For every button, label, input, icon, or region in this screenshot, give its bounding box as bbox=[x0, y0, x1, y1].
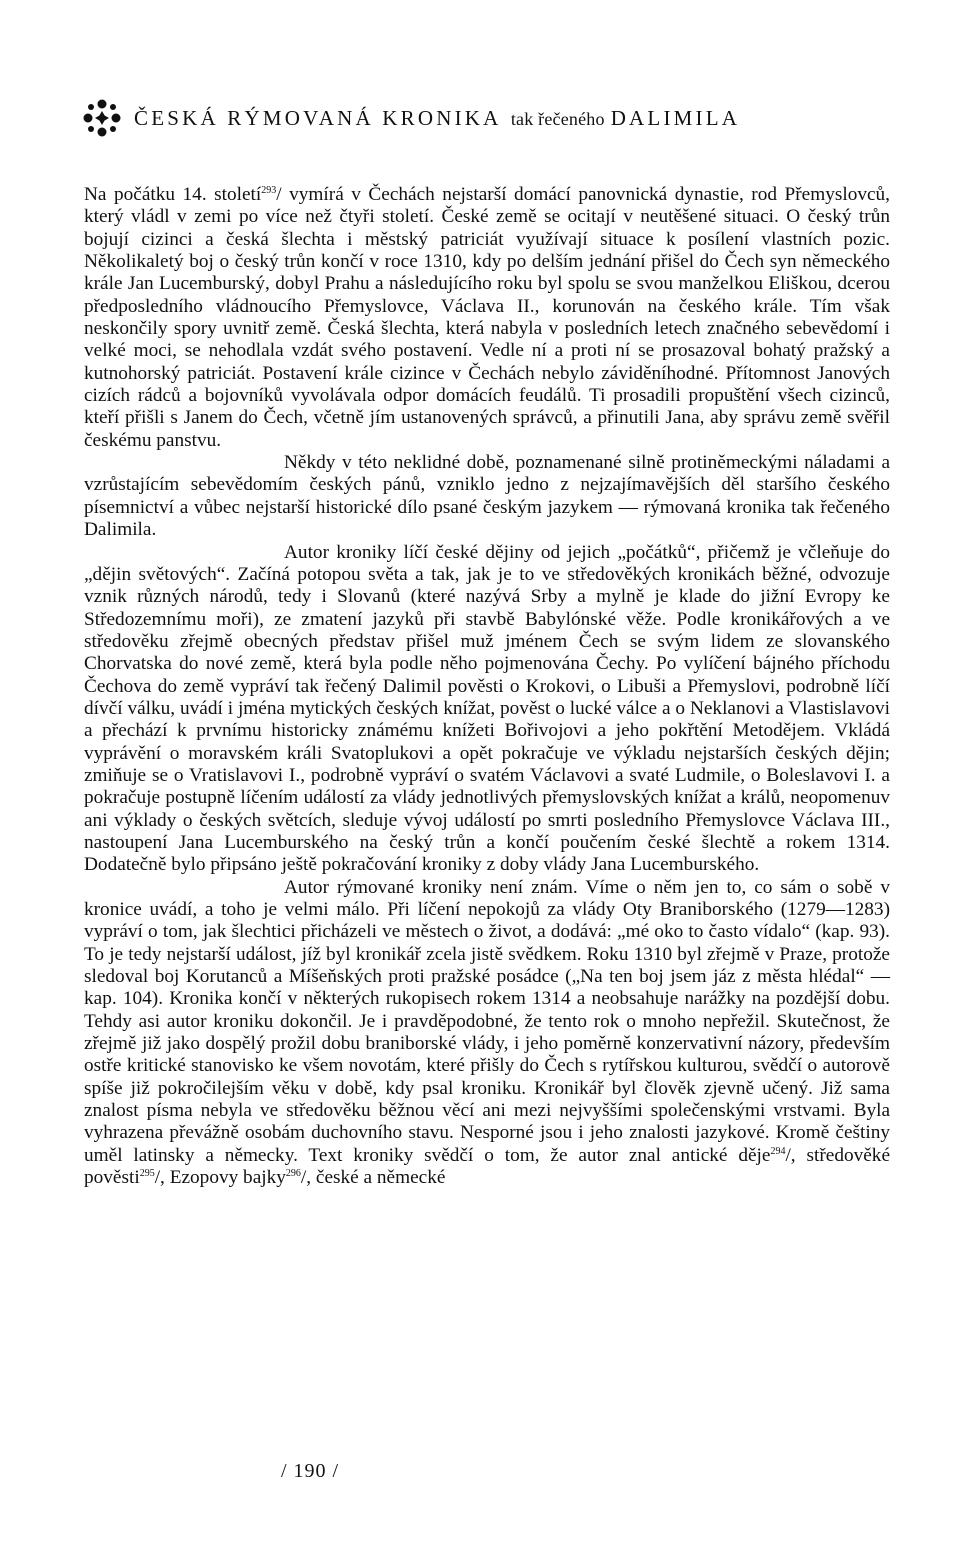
footnote-ref-294: 294 bbox=[770, 1145, 786, 1157]
footnote-ref-293: 293 bbox=[261, 185, 277, 196]
footnote-ref-296: 296 bbox=[285, 1168, 301, 1180]
paragraph-4-part-1: Autor rýmované kroniky není znám. Víme o něm jen to, co sám o sobě v kronice uvádí, a toho je velmi málo. Při líčení nepokojů za vlády Oty Braniborského (1279—1283) vypráví o tom, jak šlechtici přicházeli ve městech o život, a dodává: „mé oko to často vídalo“ (kap. 93). To je tedy nejstarší událost, jíž byl kronikář zcela jistě svědkem. Roku 1310 byl zřejmě v Praze, protože sledoval boj Korutanců a Míšeňských proti pražské posádce („Na ten boj jsem jáz z města hlédal“ — kap. 104). Kronika končí v některých rukopisech rokem 1314 a neobsahuje narážky na pozdější dobu. Tehdy asi autor kroniku dokončil. Je i pravděpodobné, že tento rok o mnoho nepřežil. Skutečnost, že zřejmě již jako dospělý prožil dobu braniborské vlády, i jeho poměrně konzervativní názory, především ostře kritické stanovisko ke všem novotám, které přišly do Čech s rytířskou kulturou, svědčí o autorově spíše již pokročilejším věku v době, kdy psal kroniku. Kronikář byl člověk zjevně učený. Již sama znalost písma nebyla ve středověku běžnou věcí ani mezi nejvyššími společenskými vrstvami. Byla vyhrazena převážně osobám duchovního stavu. Nesporné jsou i jeho znalosti jazykové. Kromě češtiny uměl latinsky a německy. Text kroniky svědčí o tom, že autor znal antické děje bbox=[84, 876, 890, 1166]
paragraph-4-part-2: /, středověké pověsti bbox=[84, 1144, 891, 1189]
paragraph-4-part-4: /, české a německé bbox=[300, 1167, 446, 1189]
paragraph-4-part-3: /, Ezopovy bajky bbox=[154, 1167, 286, 1189]
header-title-right: DALIMILA bbox=[610, 105, 741, 130]
header-title-left: ČESKÁ RÝMOVANÁ KRONIKA bbox=[134, 105, 501, 130]
main-text bbox=[84, 184, 890, 1189]
paragraph-4 bbox=[84, 877, 890, 1190]
header-title bbox=[134, 106, 740, 131]
paragraph-1-part-2: / vymírá v Čechách nejstarší domácí panovnická dynastie, rod Přemyslovců, který vládl v zemi po více než čtyři století. České země se ocitají v neutěšené situaci. O český trůn bojují cizinci a česká šlechta i městský patriciát využívají situace k posílení vlastních pozic. Několikaletý boj o český trůn končí v roce 1310, kdy po delším jednání přišel do Čech syn německého krále Jan Lucemburský, dobyl Prahu a následujícího roku byl spolu se svou manželkou Eliškou, dcerou předposledního vládnoucího Přemyslovce, Václava II., korunován na českého krále. Tím však neskončily spory uvnitř země. Česká šlechta, která nabyla v posledních letech značného sebevědomí i velké moci, se nehodlala vzdát svého postavení. Vedle ní a proti ní se prosazoval bohatý pražský a kutnohorský patriciát. Postavení krále cizince v Čechách nebylo záviděníhodné. Přítomnost Janových cizích rádců a bojovníků vyvolávala odpor domácích feudálů. Ti prosadili propuštění všech cizinců, kteří přišli s Janem do Čech, včetně jím ustanovených správců, a přinutili Jana, aby správu země svěřil českému panstvu. bbox=[84, 184, 890, 451]
footnote-ref-295: 295 bbox=[139, 1168, 155, 1180]
running-header bbox=[82, 96, 902, 140]
header-title-mid: tak řečeného bbox=[510, 108, 605, 129]
paragraph-3: Autor kroniky líčí české dějiny od jejich „počátků“, přičemž je včleňuje do „dějin světových“. Začíná potopou světa a tak, jak je to ve středověkých kronikách běžné, odvozuje vznik různých národů, tedy i Slovanů (které nazývá Srby a mylně je klade do jižní Evropy ke Středozemnímu moři), ze zmatení jazyků při stavbě Babylónské věže. Podle kronikářových a ve středověku zřejmě obecných představ přišel muž jménem Čech se svým lidem ze slovanského Chorvatska do nové země, která byla podle něho pojmenována Čechy. Po vylíčení bájného příchodu Čechova do země vypráví tak řečený Dalimil pověsti o Krokovi, o Libuši a Přemyslovi, podrobně líčí dívčí válku, uvádí i jména mytických českých knížat, pověst o lucké válce a o Neklanovi a Vlastislavovi a přechází k prvnímu historicky známému knížeti Bořivojovi a jeho pokřtění Metodějem. Vkládá vyprávění o moravském králi Svatoplukovi a opět pokračuje ve výkladu nejstarších českých dějin; zmiňuje se o Vratislavovi I., podrobně vypráví o svatém Václavovi a svaté Ludmile, o Boleslavovi I. a pokračuje postupně líčením událostí za vlády jednotlivých přemyslovských knížat a králů, neopomenuv ani výklady o českých světcích, sleduje vývoj událostí po smrti posledního Přemyslovce Václava III., nastoupení Jana Lucemburského na český trůn a končí poučením české šlechtě a rokem 1314. Dodatečně bylo připsáno ještě pokračování kroniky z doby vlády Jana Lucemburského. bbox=[84, 541, 890, 876]
page-number: / 190 / bbox=[280, 1460, 340, 1482]
paragraph-1 bbox=[84, 184, 890, 452]
paragraph-2: Někdy v této neklidné době, poznamenané silně protiněmeckými náladami a vzrůstajícím sebevědomím českých pánů, vzniklo jedno z nejzajímavějších děl staršího českého písemnictví a vůbec nejstarší historické dílo psané českým jazykem — rýmovaná kronika tak řečeného Dalimila. bbox=[84, 452, 890, 541]
paragraph-1-part-1: Na počátku 14. století bbox=[84, 184, 262, 205]
fleuron-icon bbox=[82, 98, 122, 138]
